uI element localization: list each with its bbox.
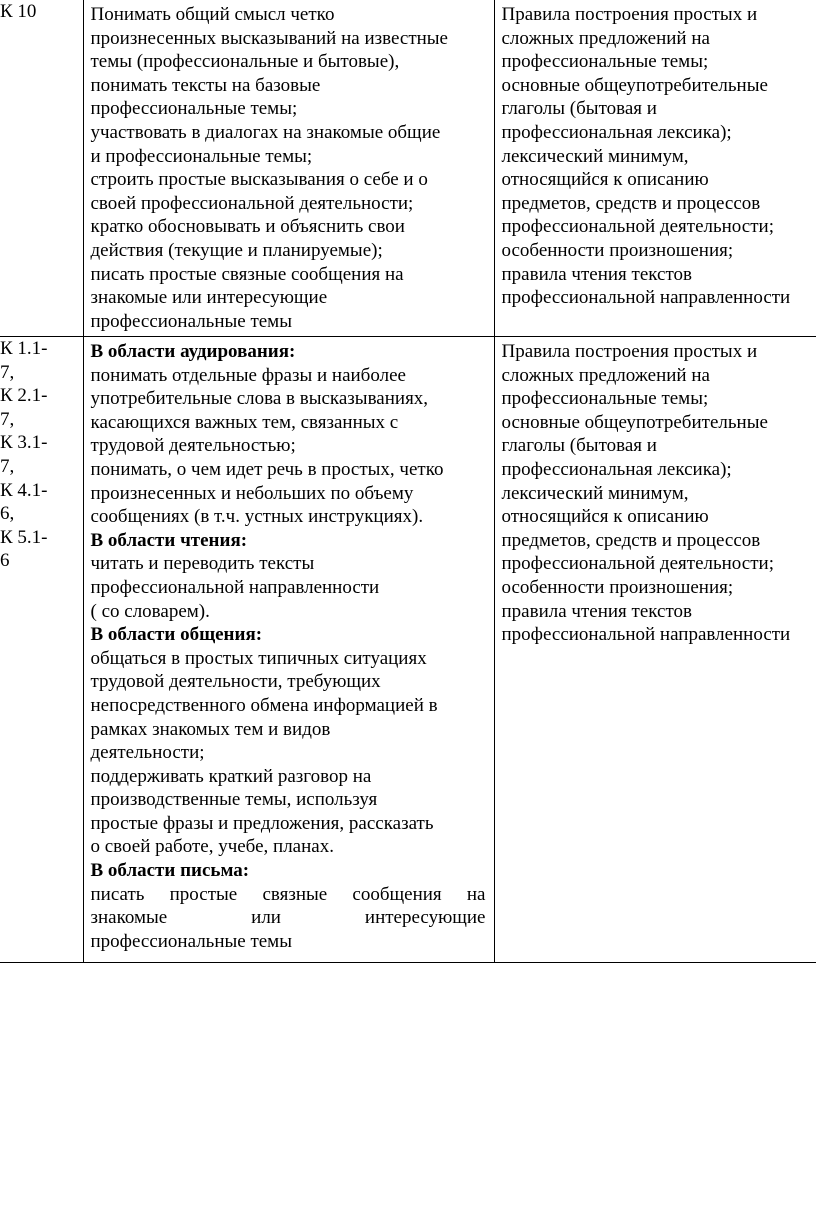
skill-line: профессиональные темы;	[90, 98, 298, 120]
section-heading: В области письма:	[90, 860, 250, 882]
knowledge-line: профессиональные темы;	[501, 388, 709, 410]
code-line: 7,	[0, 455, 15, 477]
knowledge-line: относящийся к описанию	[501, 506, 709, 528]
skill-line: общаться в простых типичных ситуациях	[90, 647, 427, 669]
code-line: К 5.1-	[0, 526, 48, 548]
code-line: 7,	[0, 361, 15, 383]
skill-line: о своей работе, учебе, планах.	[90, 836, 334, 858]
competency-code-cell	[0, 0, 83, 337]
word: интересующие	[364, 907, 486, 929]
skill-line: произнесенных и небольших по объему	[90, 482, 414, 504]
skill-line: действия (текущие и планируемые);	[90, 239, 383, 261]
skills-text	[91, 340, 486, 953]
section-heading: В области чтения:	[90, 529, 248, 551]
skill-line: деятельности;	[90, 742, 205, 764]
word: знакомые	[90, 907, 168, 929]
word: писать	[90, 883, 145, 905]
skill-line: производственные темы, используя	[90, 789, 378, 811]
word: связные	[262, 883, 328, 905]
skill-line: профессиональные темы	[90, 930, 292, 952]
knowledge-line: профессиональные темы;	[501, 51, 709, 73]
skill-line: поддерживать краткий разговор на	[90, 765, 372, 787]
section-heading: В области аудирования:	[90, 341, 296, 362]
skill-line: ( со словарем).	[90, 600, 210, 622]
skill-line: своей профессиональной деятельности;	[90, 192, 414, 214]
code-line: К 1.1-	[0, 338, 48, 359]
skill-line: касающихся важных тем, связанных с	[90, 411, 399, 433]
competency-code	[0, 0, 83, 24]
skill-line: трудовой деятельностью;	[90, 435, 296, 457]
knowledge-line: относящийся к описанию	[501, 169, 709, 191]
skill-line: темы (профессиональные и бытовые),	[90, 51, 400, 73]
skill-line: рамках знакомых тем и видов	[90, 718, 331, 740]
code-line: 6,	[0, 503, 15, 525]
competency-code	[0, 337, 83, 573]
code-line: 6	[0, 550, 10, 572]
knowledge-cell	[494, 0, 816, 337]
knowledge-line: профессиональной направленности	[501, 287, 791, 309]
table-row	[0, 0, 816, 337]
knowledge-line: основные общеупотребительные	[501, 411, 768, 433]
skill-line: понимать тексты на базовые	[90, 74, 321, 96]
knowledge-line: профессиональной деятельности;	[501, 216, 774, 238]
skill-line: непосредственного обмена информацией в	[90, 694, 438, 716]
skill-line: употребительные слова в высказываниях,	[90, 388, 429, 410]
knowledge-line: основные общеупотребительные	[501, 74, 768, 96]
knowledge-line: профессиональной направленности	[501, 624, 791, 646]
knowledge-line: предметов, средств и процессов	[501, 192, 761, 214]
knowledge-line: предметов, средств и процессов	[501, 529, 761, 551]
knowledge-line: глаголы (бытовая и	[501, 98, 657, 120]
skill-line: участвовать в диалогах на знакомые общие	[90, 121, 441, 143]
word: на	[466, 883, 486, 905]
skill-line: строить простые высказывания о себе и о	[90, 169, 428, 191]
justified-line	[91, 883, 486, 907]
table-row	[0, 337, 816, 963]
skill-line: кратко обосновывать и объяснить свои	[90, 216, 405, 238]
skill-line: знакомые или интересующие	[90, 287, 328, 309]
knowledge-line: сложных предложений на	[501, 27, 710, 49]
word: простые	[169, 883, 238, 905]
knowledge-line: лексический минимум,	[501, 482, 689, 504]
knowledge-line: особенности произношения;	[501, 239, 734, 261]
knowledge-line: глаголы (бытовая и	[501, 435, 657, 457]
competency-code-cell	[0, 337, 83, 963]
knowledge-line: Правила построения простых и	[501, 4, 758, 25]
knowledge-cell	[494, 337, 816, 963]
skill-line: профессиональной направленности	[90, 576, 380, 598]
knowledge-line: профессиональная лексика);	[501, 458, 732, 480]
skills-cell	[83, 337, 494, 963]
knowledge-line: лексический минимум,	[501, 145, 689, 167]
word: или	[251, 907, 281, 929]
skill-line: писать простые связные сообщения на	[90, 263, 404, 285]
code-line: К 3.1-	[0, 432, 48, 454]
knowledge-line: правила чтения текстов	[501, 263, 692, 285]
skills-cell	[83, 0, 494, 337]
skill-line: простые фразы и предложения, рассказать	[90, 812, 434, 834]
knowledge-text	[502, 340, 816, 647]
knowledge-line: профессиональная лексика);	[501, 121, 732, 143]
knowledge-line: особенности произношения;	[501, 576, 734, 598]
word: сообщения	[352, 883, 442, 905]
code-line: 7,	[0, 408, 15, 430]
knowledge-text	[502, 3, 816, 310]
code-line: К 2.1-	[0, 385, 48, 407]
knowledge-line: Правила построения простых и	[501, 341, 758, 362]
skill-line: понимать отдельные фразы и наиболее	[90, 364, 406, 386]
knowledge-line: профессиональной деятельности;	[501, 553, 774, 575]
code-line: К 4.1-	[0, 479, 48, 501]
knowledge-line: правила чтения текстов	[501, 600, 692, 622]
skill-line: произнесенных высказываний на известные	[90, 27, 448, 49]
knowledge-line: сложных предложений на	[501, 364, 710, 386]
skill-line: профессиональные темы	[90, 310, 292, 332]
skill-line: Понимать общий смысл четко	[90, 4, 335, 25]
skill-line: понимать, о чем идет речь в простых, четко	[90, 458, 444, 480]
section-heading: В области общения:	[90, 624, 263, 646]
code-line: К 10	[0, 1, 37, 22]
skill-line: сообщениях (в т.ч. устных инструкциях).	[90, 506, 424, 528]
justified-line	[91, 906, 486, 930]
skill-line: и профессиональные темы;	[90, 145, 313, 167]
skills-text	[91, 3, 486, 333]
skill-line: трудовой деятельности, требующих	[90, 671, 381, 693]
skill-line: читать и переводить тексты	[90, 553, 315, 575]
